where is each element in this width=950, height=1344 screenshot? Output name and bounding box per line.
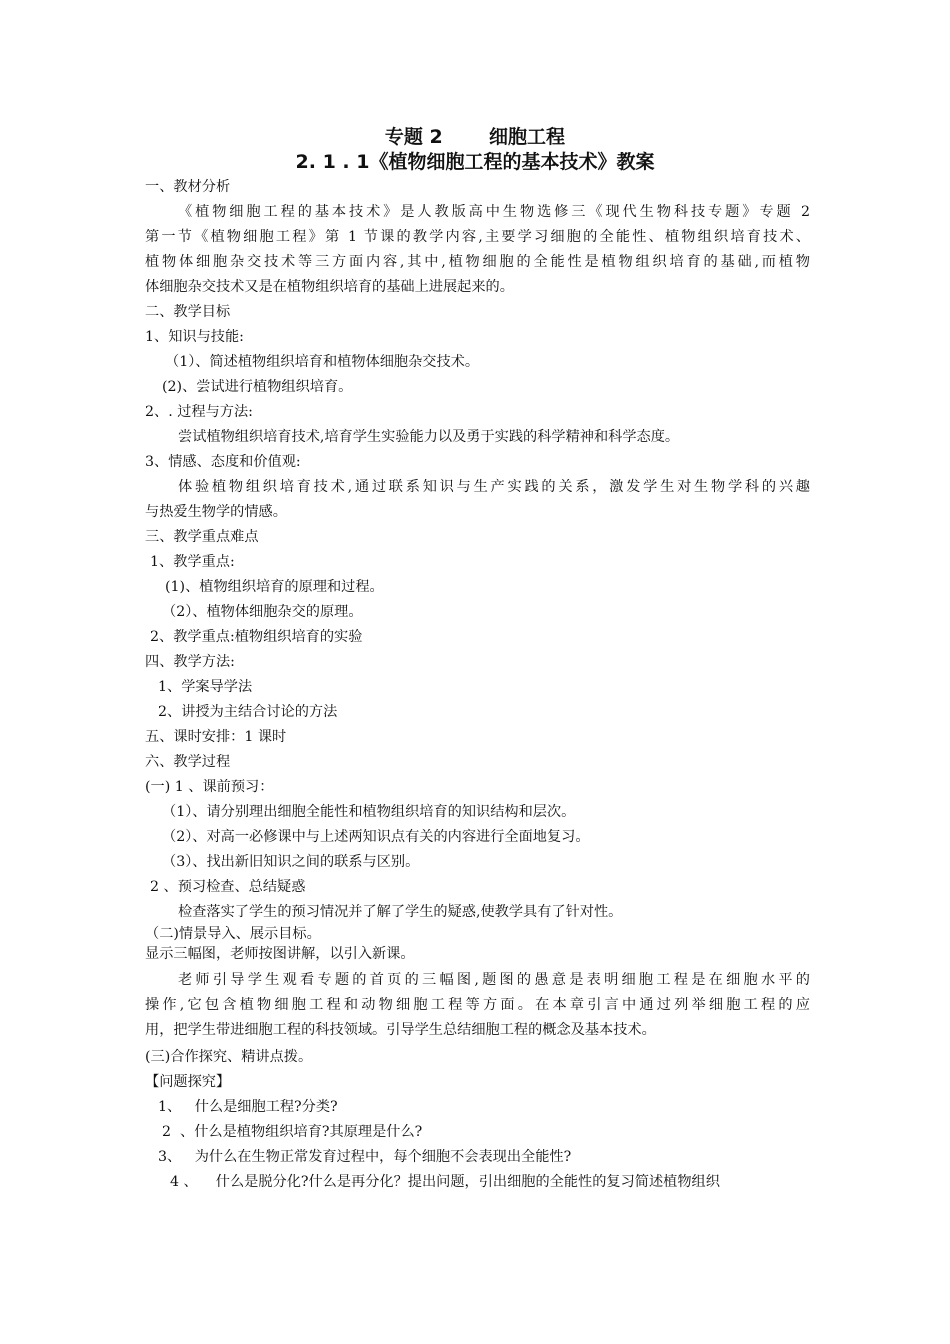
list-item: （2）、植物体细胞杂交的原理。	[162, 604, 363, 620]
subheading: (三)合作探究、精讲点拨。	[145, 1049, 313, 1065]
list-item: （2）、对高一必修课中与上述两知识点有关的内容进行全面地复习。	[162, 829, 590, 845]
paragraph-line: 检查落实了学生的预习情况并了解了学生的疑惑,使教学具有了针对性。	[178, 904, 623, 920]
paragraph-line: 第一节《植物细胞工程》第 1 节课的教学内容,主要学习细胞的全能性、植物组织培育技术、	[145, 229, 810, 245]
list-item: 1、学案导学法	[158, 679, 253, 695]
paragraph-line: 植物体细胞杂交技术等三方面内容,其中,植物细胞的全能性是植物组织培育的基础,而植物	[145, 254, 810, 270]
section-heading-6: 六、教学过程	[145, 754, 231, 770]
subheading: 2 、预习检查、总结疑惑	[150, 879, 306, 895]
paragraph-line: 《植物细胞工程的基本技术》是人教版高中生物选修三《现代生物科技专题》专题 2	[178, 204, 810, 220]
list-item: 3、 为什么在生物正常发育过程中，每个细胞不会表现出全能性?	[158, 1149, 572, 1165]
subheading: 【问题探究】	[145, 1074, 231, 1090]
paragraph-line: 与热爱生物学的情感。	[145, 504, 287, 520]
subheading: 3、情感、态度和价值观:	[145, 454, 301, 470]
list-item: 4 、 什么是脱分化?什么是再分化？提出问题，引出细胞的全能性的复习简述植物组织	[170, 1174, 720, 1190]
section-heading-2: 二、教学目标	[145, 304, 231, 320]
section-heading-3: 三、教学重点难点	[145, 529, 259, 545]
subheading: 1、知识与技能:	[145, 329, 244, 345]
paragraph-line: 操作,它包含植物细胞工程和动物细胞工程等方面。在本章引言中通过列举细胞工程的应	[145, 997, 810, 1013]
subheading: 2、. 过程与方法:	[145, 404, 253, 420]
paragraph-line: 显示三幅图，老师按图讲解，以引入新课。	[145, 946, 415, 962]
subheading: 2、教学重点:植物组织培育的实验	[150, 629, 363, 645]
list-item: （1）、简述植物组织培育和植物体细胞杂交技术。	[165, 354, 480, 370]
lesson-title: 2. 1 . 1《植物细胞工程的基本技术》教案	[295, 151, 655, 173]
paragraph-line: 老师引导学生观看专题的首页的三幅图,题图的愚意是表明细胞工程是在细胞水平的	[178, 972, 810, 988]
section-heading-4: 四、教学方法:	[145, 654, 235, 670]
paragraph-line: 体细胞杂交技术又是在植物组织培育的基础上进展起来的。	[145, 279, 514, 295]
list-item: 1、 什么是细胞工程?分类?	[158, 1099, 338, 1115]
list-item: 2 、什么是植物组织培育?其原理是什么?	[162, 1124, 423, 1140]
paragraph-line: 用，把学生带进细胞工程的科技领域。引导学生总结细胞工程的概念及基本技术。	[145, 1022, 656, 1038]
subheading: (一) 1 、课前预习：	[145, 779, 274, 795]
paragraph-line: 体验植物组织培育技术,通过联系知识与生产实践的关系，激发学生对生物学科的兴趣	[178, 479, 810, 495]
list-item: (2)、尝试进行植物组织培育。	[162, 379, 353, 395]
section-heading-5: 五、课时安排：1 课时	[145, 729, 287, 745]
subheading: 1、教学重点:	[150, 554, 235, 570]
topic-title: 专题 2 细胞工程	[384, 126, 566, 148]
list-item: （3）、找出新旧知识之间的联系与区别。	[162, 854, 420, 870]
list-item: (1)、植物组织培育的原理和过程。	[165, 579, 384, 595]
subheading: （二)情景导入、展示目标。	[145, 926, 321, 942]
section-heading-1: 一、教材分析	[145, 179, 231, 195]
list-item: 2、讲授为主结合讨论的方法	[158, 704, 338, 720]
paragraph-line: 尝试植物组织培育技术,培育学生实验能力以及勇于实践的科学精神和科学态度。	[178, 429, 680, 445]
list-item: （1）、请分别理出细胞全能性和植物组织培育的知识结构和层次。	[162, 804, 576, 820]
